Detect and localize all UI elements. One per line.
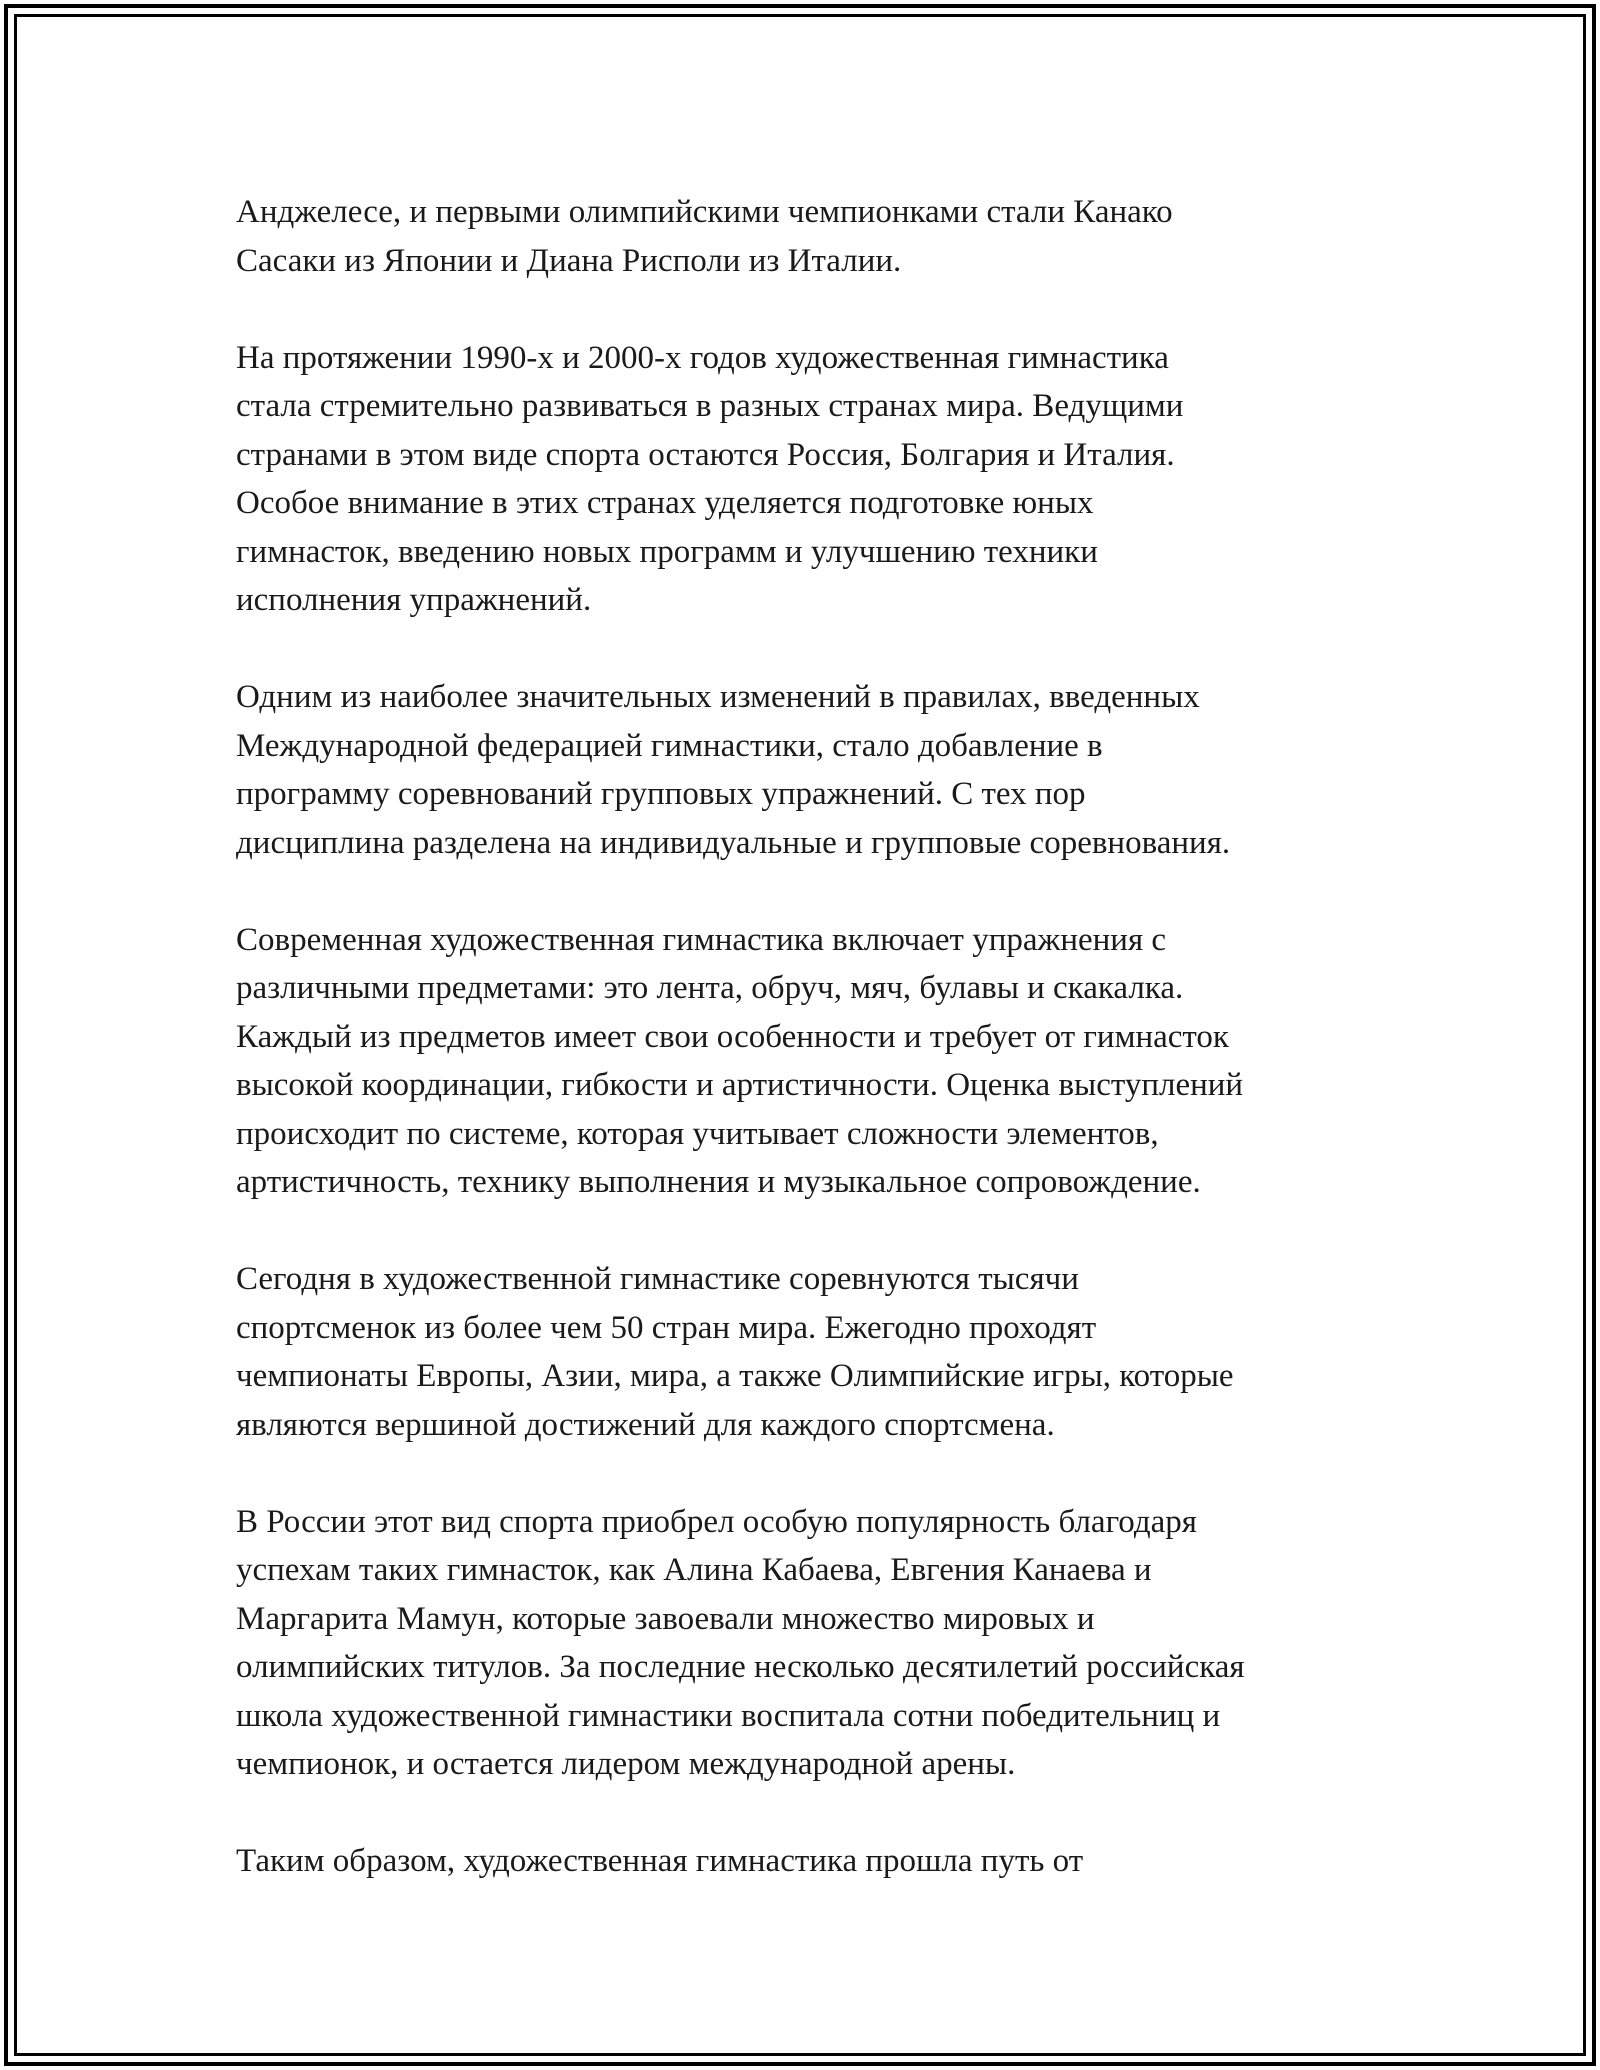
paragraph: В России этот вид спорта приобрел особую популярность благодаря успехам таких гимнасток, как Алина Кабаева, Евгения Канаева и Маргарита Мамун, которые завоевали множество мировых и олимпийских титулов. За последние несколько десятилетий российская школа художественной гимнастики воспитала сотни победительниц и чемпионок, и остается лидером международной арены.: [236, 1503, 1245, 1782]
document-body: [236, 188, 1386, 1886]
paragraph: Одним из наиболее значительных изменений в правилах, введенных Международной федерацией гимнастики, стало добавление в программу соревнований групповых упражнений. С тех пор дисциплина разделена на индивидуальные и групповые соревнования.: [236, 679, 1231, 861]
paragraph: Анджелесе, и первыми олимпийскими чемпионками стали Канако Сасаки из Японии и Диана Рисполи из Италии.: [236, 194, 1173, 279]
paragraph: На протяжении 1990-х и 2000-х годов художественная гимнастика стала стремительно развиваться в разных странах мира. Ведущими странами в этом виде спорта остаются Россия, Болгария и Италия. Особое внимание в этих странах уделяется подготовке юных гимнасток, введению новых программ и улучшению техники исполнения упражнений.: [236, 339, 1184, 618]
paragraph: Таким образом, художественная гимнастика прошла путь от: [236, 1843, 1084, 1879]
paragraph: Сегодня в художественной гимнастике соревнуются тысячи спортсменок из более чем 50 стран мира. Ежегодно проходят чемпионаты Европы, Азии, мира, а также Олимпийские игры, которые являются вершиной достижений для каждого спортсмена.: [236, 1261, 1234, 1443]
paragraph: Современная художественная гимнастика включает упражнения с различными предметами: это лента, обруч, мяч, булавы и скакалка. Каждый из предметов имеет свои особенности и требует от гимнасток высокой координации, гибкости и артистичности. Оценка выступлений происходит по системе, которая учитывает сложности элементов, артистичность, технику выполнения и музыкальное сопровождение.: [236, 921, 1244, 1200]
